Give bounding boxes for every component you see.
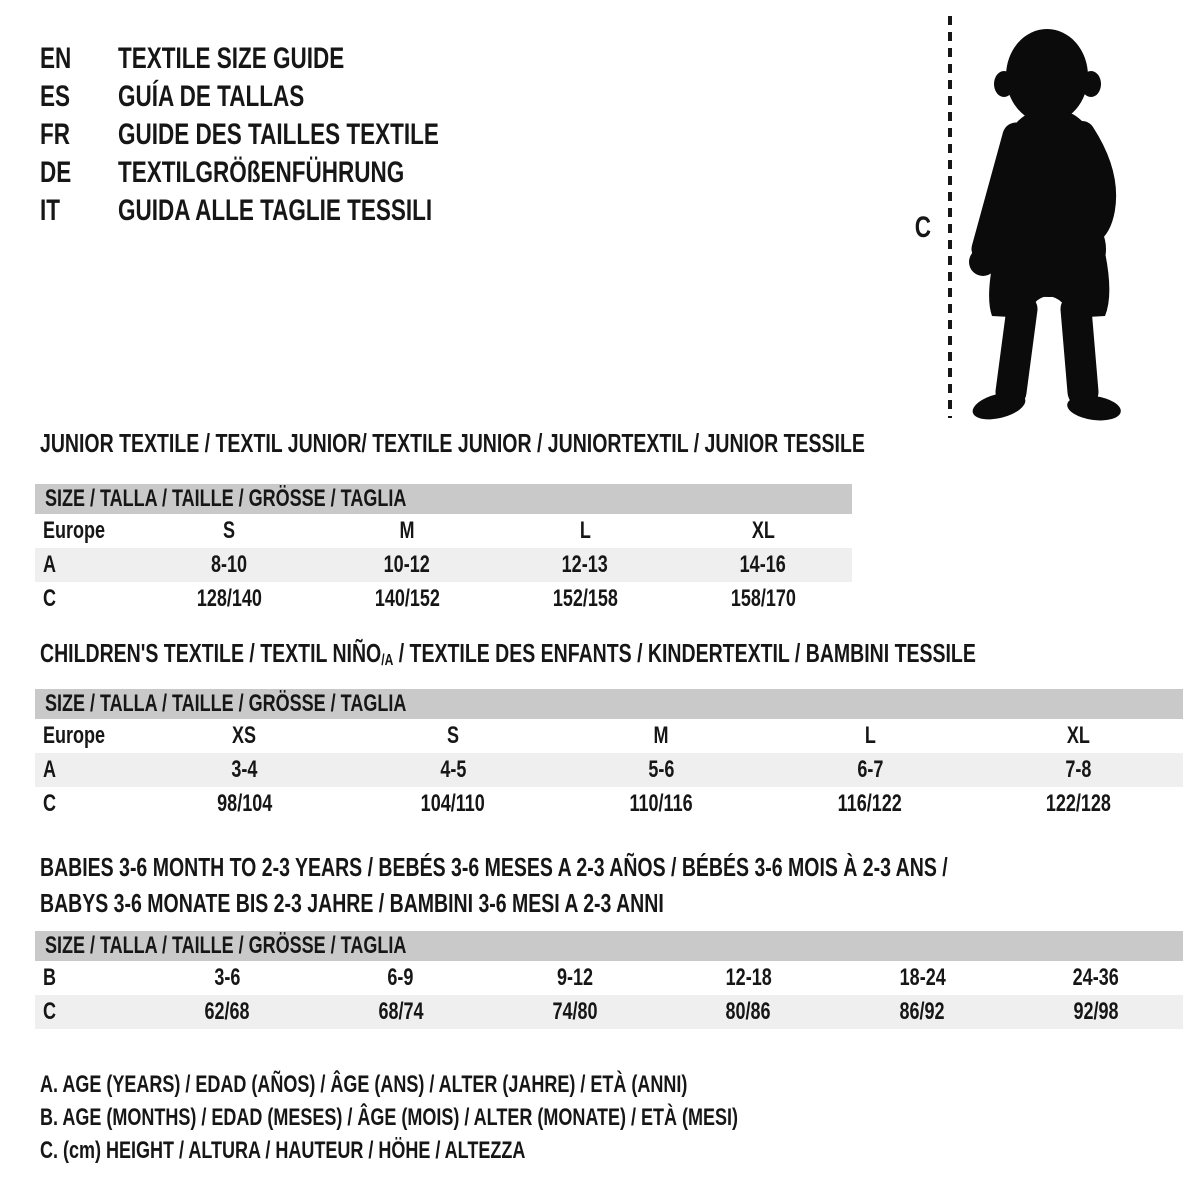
size-value: M <box>653 722 669 749</box>
size-value: S <box>446 722 459 749</box>
junior-size-header-bar <box>35 484 852 514</box>
junior-size-header-label: SIZE / TALLA / TAILLE / GRÖSSE / TAGLIA <box>45 485 407 512</box>
language-code-fr: FR <box>40 118 70 151</box>
legend <box>40 1068 971 1167</box>
height-value: 92/98 <box>1073 998 1119 1025</box>
children-row-height <box>35 787 1183 821</box>
height-value: 158/170 <box>730 585 796 612</box>
babies-title-line2: BABYS 3-6 MONATE BIS 2-3 JAHRE / BAMBINI 3-6 MESI A 2-3 ANNI <box>40 888 664 918</box>
row-label: A <box>43 756 57 783</box>
age-value: 10-12 <box>383 551 431 578</box>
size-value: M <box>399 517 415 544</box>
height-measure-label: C <box>914 211 931 244</box>
size-value: XS <box>232 722 257 749</box>
junior-row-height <box>35 582 852 616</box>
row-label: B <box>43 964 57 991</box>
language-list <box>40 40 546 230</box>
size-value: XL <box>1067 722 1091 749</box>
children-row-age <box>35 753 1183 787</box>
age-value: 12-13 <box>561 551 609 578</box>
row-label: Europe <box>43 517 106 544</box>
toddler-silhouette-image <box>952 14 1142 424</box>
age-value: 7-8 <box>1065 756 1092 783</box>
junior-row-age <box>35 548 852 582</box>
babies-title-line1: BABIES 3-6 MONTH TO 2-3 YEARS / BEBÉS 3-6 MESES A 2-3 AÑOS / BÉBÉS 3-6 MOIS À 2-3 ANS / <box>40 852 948 882</box>
children-table <box>35 689 1183 821</box>
height-value: 122/128 <box>1046 790 1112 817</box>
language-row-en <box>40 40 546 78</box>
babies-table-title <box>40 849 1200 921</box>
height-value: 68/74 <box>378 998 424 1025</box>
row-label: C <box>43 790 57 817</box>
language-row-it <box>40 192 546 230</box>
language-title-it: GUIDA ALLE TAGLIE TESSILI <box>118 194 433 227</box>
junior-table-title: JUNIOR TEXTILE / TEXTIL JUNIOR/ TEXTILE JUNIOR / JUNIORTEXTIL / JUNIOR TESSILE <box>40 428 865 458</box>
children-row-europe <box>35 719 1183 753</box>
months-value: 24-36 <box>1073 964 1120 991</box>
height-value: 110/116 <box>629 790 694 817</box>
row-label: Europe <box>43 722 106 749</box>
row-label: C <box>43 998 57 1025</box>
row-label: C <box>43 585 57 612</box>
months-value: 3-6 <box>213 964 240 991</box>
language-row-de <box>40 154 546 192</box>
size-value: L <box>579 517 591 544</box>
children-size-header-label: SIZE / TALLA / TAILLE / GRÖSSE / TAGLIA <box>45 690 407 717</box>
legend-height-cm: C. (cm) HEIGHT / ALTURA / HAUTEUR / HÖHE / ALTEZZA <box>40 1136 526 1164</box>
language-title-fr: GUIDE DES TAILLES TEXTILE <box>118 118 439 151</box>
language-title-es: GUÍA DE TALLAS <box>118 80 305 113</box>
months-value: 9-12 <box>556 964 593 991</box>
size-value: L <box>864 722 876 749</box>
height-value: 80/86 <box>725 998 771 1025</box>
height-value: 128/140 <box>196 585 262 612</box>
months-value: 12-18 <box>725 964 772 991</box>
age-value: 4-5 <box>439 756 466 783</box>
junior-table <box>35 484 852 616</box>
babies-size-header-label: SIZE / TALLA / TAILLE / GRÖSSE / TAGLIA <box>45 932 407 959</box>
language-row-es <box>40 78 546 116</box>
legend-age-years: A. AGE (YEARS) / EDAD (AÑOS) / ÂGE (ANS) / ALTER (JAHRE) / ETÀ (ANNI) <box>40 1070 688 1098</box>
age-value: 6-7 <box>857 756 884 783</box>
language-code-de: DE <box>40 156 72 189</box>
row-label: A <box>43 551 57 578</box>
language-code-en: EN <box>40 42 72 75</box>
height-value: 140/152 <box>374 585 440 612</box>
junior-row-europe <box>35 514 852 548</box>
height-value: 152/158 <box>552 585 618 612</box>
age-value: 5-6 <box>648 756 675 783</box>
height-value: 62/68 <box>204 998 250 1025</box>
height-value: 74/80 <box>552 998 598 1025</box>
children-table-title: CHILDREN'S TEXTILE / TEXTIL NIÑO/A / TEXTILE DES ENFANTS / KINDERTEXTIL / BAMBINI TESSILE <box>40 638 976 669</box>
babies-row-height <box>35 995 1183 1029</box>
language-title-de: TEXTILGRÖßENFÜHRUNG <box>118 156 405 189</box>
language-row-fr <box>40 116 546 154</box>
language-code-it: IT <box>40 194 61 227</box>
language-title-en: TEXTILE SIZE GUIDE <box>118 42 345 75</box>
language-code-es: ES <box>40 80 71 113</box>
babies-table <box>35 931 1183 1029</box>
height-value: 98/104 <box>216 790 272 817</box>
nino-a-subscript: /A <box>381 650 394 669</box>
age-value: 14-16 <box>739 551 787 578</box>
months-value: 6-9 <box>387 964 414 991</box>
height-value: 86/92 <box>899 998 945 1025</box>
children-size-header-bar <box>35 689 1183 719</box>
height-value: 116/122 <box>838 790 903 817</box>
age-value: 3-4 <box>231 756 258 783</box>
size-value: XL <box>751 517 775 544</box>
babies-row-months <box>35 961 1183 995</box>
height-value: 104/110 <box>420 790 485 817</box>
babies-size-header-bar <box>35 931 1183 961</box>
legend-age-months: B. AGE (MONTHS) / EDAD (MESES) / ÂGE (MOIS) / ALTER (MONATE) / ETÀ (MESI) <box>40 1103 738 1131</box>
age-value: 8-10 <box>210 551 248 578</box>
months-value: 18-24 <box>899 964 946 991</box>
size-value: S <box>222 517 235 544</box>
